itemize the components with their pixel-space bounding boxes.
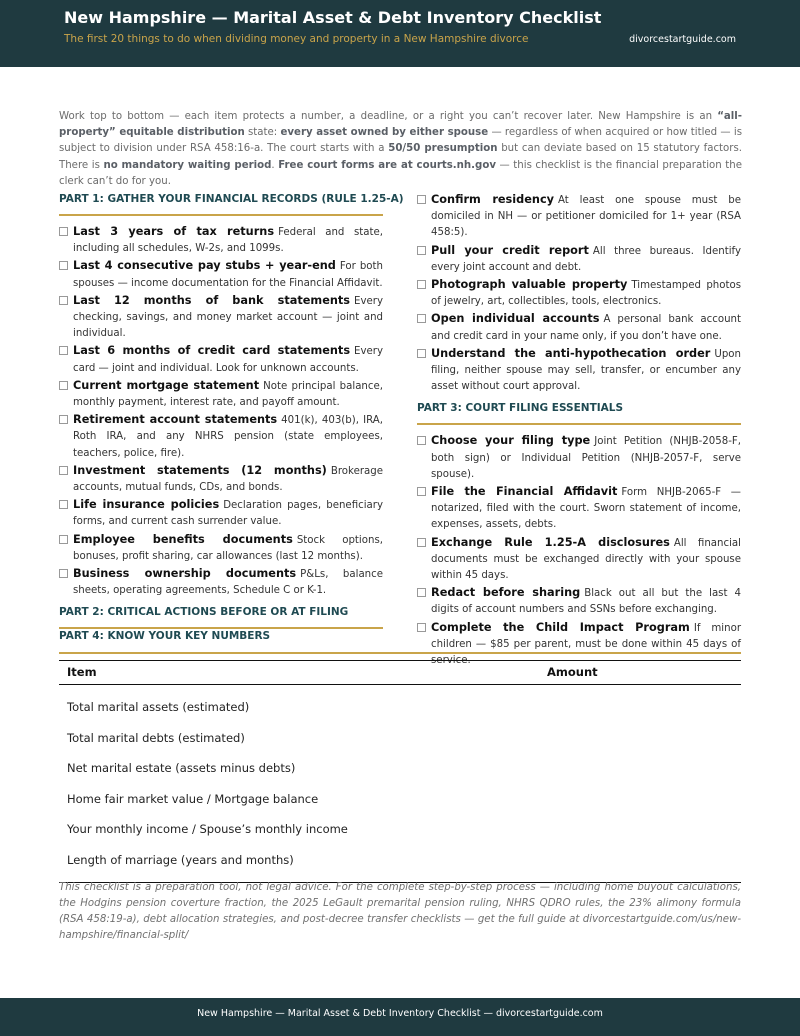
checkbox[interactable] <box>417 314 426 323</box>
item-text: For both spouses — income documentation for the Financial Affidavit. <box>73 261 383 289</box>
item-label: Understand the anti-hypothecation order <box>431 346 711 360</box>
checkbox[interactable] <box>59 535 68 544</box>
checklist-item <box>59 497 383 530</box>
item-label: Complete the Child Impact Program <box>431 620 690 634</box>
table-body <box>59 685 741 883</box>
intro-text: — regardless of when acquired or how titled — is subject to division under RSA 458:16-a. The court starts with a <box>59 127 743 155</box>
item-label: Open individual accounts <box>431 312 600 326</box>
table-header <box>59 660 741 685</box>
checkbox[interactable] <box>59 500 68 509</box>
checkbox[interactable] <box>417 487 426 496</box>
checkbox[interactable] <box>417 436 426 445</box>
key-numbers-table <box>59 660 741 883</box>
checklist-item <box>417 277 741 310</box>
checklist-item <box>59 378 383 411</box>
footer-text: New Hampshire — Marital Asset & Debt Inventory Checklist — divorcestartguide.com <box>197 1008 603 1019</box>
item-text: All three bureaus. Identify every joint account and debt. <box>431 245 741 273</box>
item-label: Investment statements (12 months) <box>73 463 327 477</box>
item-text: Every card — joint and individual. Look for unknown accounts. <box>73 346 383 374</box>
checkbox[interactable] <box>59 227 68 236</box>
intro-text: . <box>271 159 279 171</box>
part1-title: PART 1: GATHER YOUR FINANCIAL RECORDS (RULE 1.25-A) <box>59 193 404 205</box>
checklist-item <box>417 243 741 276</box>
checkbox[interactable] <box>59 346 68 355</box>
checkbox[interactable] <box>59 381 68 390</box>
intro-text: but can deviate based on 15 statutory factors. There is <box>59 143 743 171</box>
item-label: Redact before sharing <box>431 586 581 600</box>
intro-bold: Free court forms are at courts.nh.gov <box>278 159 496 171</box>
table-row: Total marital debts (estimated) <box>67 730 245 745</box>
checkbox[interactable] <box>59 415 68 424</box>
item-label: Life insurance policies <box>73 498 220 512</box>
checklist-item <box>59 566 383 599</box>
checklist-item <box>59 224 383 257</box>
checkbox[interactable] <box>417 588 426 597</box>
checklist-item <box>59 258 383 291</box>
item-text: If minor children — $85 per parent, must be done within 45 days of service. <box>431 622 742 667</box>
checkbox[interactable] <box>59 296 68 305</box>
item-label: Employee benefits documents <box>73 532 293 546</box>
intro-text: Work top to bottom — each item protects a number, a deadline, or a right you can’t recover later. New Hampshire is an <box>59 111 718 122</box>
checklist-item <box>59 343 383 376</box>
table-row: Your monthly income / Spouse’s monthly income <box>67 822 348 836</box>
checkbox[interactable] <box>417 623 426 632</box>
item-label: Last 4 consecutive pay stubs + year-end <box>73 259 336 273</box>
item-label: Pull your credit report <box>431 243 589 257</box>
left-column <box>59 193 404 637</box>
checkbox[interactable] <box>417 195 426 204</box>
checklist-item <box>417 585 741 618</box>
item-text: Federal and state, including all schedules, W-2s, and 1099s. <box>73 227 383 255</box>
item-label: File the Financial Affidavit <box>431 485 618 499</box>
checklist-item <box>59 412 383 462</box>
item-label: Last 6 months of credit card statements <box>73 344 351 358</box>
checklist-item <box>417 192 741 242</box>
checklist-item <box>417 311 741 344</box>
checkbox[interactable] <box>417 349 426 358</box>
checkbox[interactable] <box>417 538 426 547</box>
table-row: Length of marriage (years and months) <box>67 852 294 867</box>
page-subtitle: The first 20 things to do when dividing money and property in a New Hampshire divorce <box>64 33 529 45</box>
item-text: P&Ls, balance sheets, operating agreements, Schedule C or K-1. <box>73 569 384 597</box>
intro-bold: no mandatory waiting period <box>103 159 272 171</box>
item-text: Black out all but the last 4 digits of account numbers and SSNs before exchanging. <box>431 588 741 616</box>
checklist-item <box>417 433 741 483</box>
item-label: Last 3 years of tax returns <box>73 225 275 238</box>
intro-text: state: <box>244 127 281 139</box>
intro-paragraph <box>59 109 742 190</box>
checkbox[interactable] <box>59 466 68 475</box>
item-text: Brokerage accounts, mutual funds, CDs, and bonds. <box>73 465 383 494</box>
item-label: Retirement account statements <box>73 413 278 427</box>
item-text: Upon filing, neither spouse may sell, transfer, or encumber any asset without court approval. <box>431 348 741 393</box>
checkbox[interactable] <box>59 569 68 578</box>
item-text: Joint Petition (NHJB-2058-F, both sign) or Individual Petition (NHJB-2057-F, serve spouse). <box>431 436 741 480</box>
item-label: Last 12 months of bank statements <box>73 293 351 307</box>
section-divider <box>59 652 741 654</box>
checkbox[interactable] <box>417 280 426 289</box>
item-label: Confirm residency <box>431 193 555 206</box>
part3-title: PART 3: COURT FILING ESSENTIALS <box>417 402 624 415</box>
part2-title: PART 2: CRITICAL ACTIONS BEFORE OR AT FILING <box>59 606 349 619</box>
disclaimer-note: This checklist is a preparation tool, not legal advice. For the complete step-by-step process — including home buyout calculations, the Hodgins pension coverture fraction, the 2025 LeGault premarital pension ruling, NHRS QDRO rules, the 23% alimony formula (RSA 458:19-a), debt allocation strategies, and post-decree transfer checklists — get the full guide at divorcestartguide.com/us/new-hampshire/financial-split/ <box>59 882 741 941</box>
section-divider <box>59 214 383 216</box>
table-row: Home fair market value / Mortgage balance <box>67 791 319 806</box>
item-text: 401(k), 403(b), IRA, Roth IRA, and any NHRS pension (state employees, teachers, police, fire). <box>73 415 384 459</box>
checklist-item <box>417 484 741 534</box>
page-header <box>0 0 800 67</box>
checkbox[interactable] <box>417 246 426 255</box>
checkbox[interactable] <box>59 261 68 270</box>
column-header-amount: Amount <box>547 665 598 679</box>
item-text: Timestamped photos of jewelry, art, collectibles, tools, electronics. <box>431 280 742 308</box>
checklist-item <box>59 463 383 496</box>
table-row: Net marital estate (assets minus debts) <box>67 761 296 775</box>
item-label: Choose your filing type <box>431 434 591 448</box>
checklist-item <box>59 293 383 343</box>
table-row: Total marital assets (estimated) <box>67 700 250 714</box>
page-title: New Hampshire — Marital Asset & Debt Inventory Checklist <box>64 8 602 27</box>
checklist-item <box>59 532 383 565</box>
item-label: Business ownership documents <box>73 567 297 581</box>
item-text: Note principal balance, monthly payment, interest rate, and payoff amount. <box>73 380 384 409</box>
item-text: All financial documents must be exchanged directly with your spouse within 45 days. <box>431 537 741 582</box>
checklist-item <box>417 346 741 396</box>
item-label: Exchange Rule 1.25-A disclosures <box>431 535 670 549</box>
item-text: Form NHJB-2065-F — notarized, filed with the court. Sworn statement of income, expenses, assets, debts. <box>431 487 741 531</box>
column-header-item: Item <box>67 665 97 679</box>
intro-bold: 50/50 presumption <box>388 143 498 155</box>
section-divider <box>417 423 741 425</box>
page-footer <box>0 998 800 1036</box>
right-column <box>417 192 741 670</box>
intro-text: — this checklist is the financial preparation the clerk can’t do for you. <box>59 159 742 187</box>
item-label: Current mortgage statement <box>73 378 260 392</box>
item-text: At least one spouse must be domiciled in NH — or petitioner domiciled for 1+ year (RSA 458:5). <box>431 195 741 239</box>
part4-title: PART 4: KNOW YOUR KEY NUMBERS <box>59 630 271 642</box>
site-link[interactable]: divorcestartguide.com <box>629 34 736 45</box>
intro-bold: every asset owned by either spouse <box>280 127 489 139</box>
item-text: Every checking, savings, and money market account — joint and individual. <box>73 295 383 340</box>
item-text: Declaration pages, beneficiary forms, and current cash surrender value. <box>73 500 383 528</box>
intro-bold: “all-property” equitable distribution <box>59 111 742 139</box>
checklist-item <box>417 535 741 585</box>
item-text: Stock options, bonuses, profit sharing, car allowances (last 12 months). <box>73 534 383 562</box>
item-text: A personal bank account and credit card in your name only, if you don’t have one. <box>431 314 741 342</box>
item-label: Photograph valuable property <box>431 278 628 292</box>
